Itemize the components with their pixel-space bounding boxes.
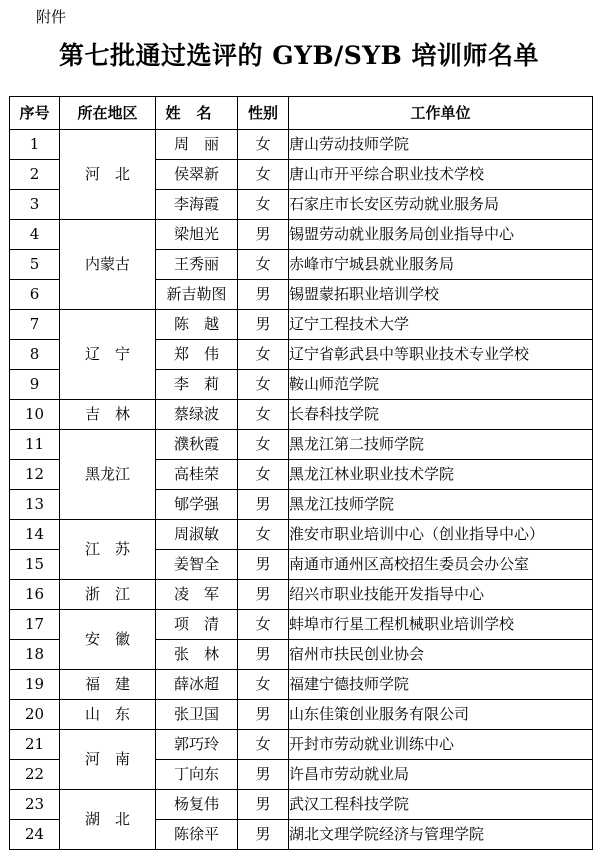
cell-number: 21 bbox=[10, 730, 60, 760]
cell-number: 1 bbox=[10, 130, 60, 160]
cell-number: 10 bbox=[10, 400, 60, 430]
table-body bbox=[10, 130, 593, 850]
cell-work-unit: 开封市劳动就业训练中心 bbox=[289, 730, 593, 760]
cell-work-unit: 黑龙江技师学院 bbox=[289, 490, 593, 520]
cell-name: 新吉勒图 bbox=[156, 280, 238, 310]
cell-region: 河 北 bbox=[60, 130, 156, 220]
cell-number: 17 bbox=[10, 610, 60, 640]
cell-name: 陈徐平 bbox=[156, 820, 238, 850]
cell-work-unit: 黑龙江林业职业技术学院 bbox=[289, 460, 593, 490]
cell-work-unit: 山东佳策创业服务有限公司 bbox=[289, 700, 593, 730]
table-row bbox=[10, 700, 593, 730]
cell-number: 20 bbox=[10, 700, 60, 730]
table-row bbox=[10, 310, 593, 340]
cell-gender: 女 bbox=[238, 370, 289, 400]
trainer-roster-table bbox=[9, 96, 593, 850]
cell-work-unit: 许昌市劳动就业局 bbox=[289, 760, 593, 790]
cell-work-unit: 锡盟蒙拓职业培训学校 bbox=[289, 280, 593, 310]
cell-name: 李海霞 bbox=[156, 190, 238, 220]
cell-name: 周淑敏 bbox=[156, 520, 238, 550]
document-title: 第七批通过选评的 GYB/SYB 培训师名单 bbox=[59, 41, 539, 70]
cell-region: 黑龙江 bbox=[60, 430, 156, 520]
cell-name: 周 丽 bbox=[156, 130, 238, 160]
cell-gender: 女 bbox=[238, 130, 289, 160]
cell-name: 杨复伟 bbox=[156, 790, 238, 820]
cell-gender: 女 bbox=[238, 400, 289, 430]
cell-number: 2 bbox=[10, 160, 60, 190]
cell-number: 12 bbox=[10, 460, 60, 490]
column-header-gender: 性别 bbox=[238, 97, 289, 130]
cell-gender: 男 bbox=[238, 700, 289, 730]
cell-gender: 男 bbox=[238, 790, 289, 820]
cell-gender: 女 bbox=[238, 190, 289, 220]
cell-region: 吉 林 bbox=[60, 400, 156, 430]
table-row bbox=[10, 430, 593, 460]
cell-region: 湖 北 bbox=[60, 790, 156, 850]
cell-number: 11 bbox=[10, 430, 60, 460]
cell-number: 22 bbox=[10, 760, 60, 790]
cell-region: 河 南 bbox=[60, 730, 156, 790]
cell-number: 8 bbox=[10, 340, 60, 370]
cell-number: 15 bbox=[10, 550, 60, 580]
table-row bbox=[10, 730, 593, 760]
cell-work-unit: 福建宁德技师学院 bbox=[289, 670, 593, 700]
cell-work-unit: 长春科技学院 bbox=[289, 400, 593, 430]
cell-gender: 男 bbox=[238, 280, 289, 310]
cell-number: 18 bbox=[10, 640, 60, 670]
cell-region: 江 苏 bbox=[60, 520, 156, 580]
cell-name: 丁向东 bbox=[156, 760, 238, 790]
cell-gender: 女 bbox=[238, 520, 289, 550]
cell-gender: 男 bbox=[238, 640, 289, 670]
cell-name: 蔡绿波 bbox=[156, 400, 238, 430]
cell-work-unit: 宿州市扶民创业协会 bbox=[289, 640, 593, 670]
cell-number: 4 bbox=[10, 220, 60, 250]
table-header-row bbox=[10, 97, 593, 130]
cell-name: 李 莉 bbox=[156, 370, 238, 400]
cell-name: 项 清 bbox=[156, 610, 238, 640]
cell-name: 王秀丽 bbox=[156, 250, 238, 280]
table-row bbox=[10, 130, 593, 160]
cell-name: 凌 军 bbox=[156, 580, 238, 610]
cell-gender: 女 bbox=[238, 340, 289, 370]
cell-name: 陈 越 bbox=[156, 310, 238, 340]
table-row bbox=[10, 610, 593, 640]
table-row bbox=[10, 670, 593, 700]
cell-work-unit: 赤峰市宁城县就业服务局 bbox=[289, 250, 593, 280]
cell-work-unit: 黑龙江第二技师学院 bbox=[289, 430, 593, 460]
cell-region: 辽 宁 bbox=[60, 310, 156, 400]
cell-gender: 女 bbox=[238, 670, 289, 700]
cell-region: 福 建 bbox=[60, 670, 156, 700]
cell-work-unit: 辽宁省彰武县中等职业技术专业学校 bbox=[289, 340, 593, 370]
cell-name: 侯翠新 bbox=[156, 160, 238, 190]
cell-number: 14 bbox=[10, 520, 60, 550]
table-row bbox=[10, 220, 593, 250]
cell-gender: 女 bbox=[238, 250, 289, 280]
cell-work-unit: 南通市通州区高校招生委员会办公室 bbox=[289, 550, 593, 580]
cell-work-unit: 唐山劳动技师学院 bbox=[289, 130, 593, 160]
cell-region: 内蒙古 bbox=[60, 220, 156, 310]
cell-name: 薛冰超 bbox=[156, 670, 238, 700]
cell-gender: 女 bbox=[238, 610, 289, 640]
cell-number: 19 bbox=[10, 670, 60, 700]
cell-number: 16 bbox=[10, 580, 60, 610]
cell-gender: 女 bbox=[238, 160, 289, 190]
table-row bbox=[10, 790, 593, 820]
cell-number: 9 bbox=[10, 370, 60, 400]
cell-number: 23 bbox=[10, 790, 60, 820]
cell-gender: 男 bbox=[238, 490, 289, 520]
cell-number: 5 bbox=[10, 250, 60, 280]
cell-gender: 男 bbox=[238, 220, 289, 250]
column-header-name: 姓名 bbox=[156, 97, 238, 130]
column-header-number: 序号 bbox=[10, 97, 60, 130]
cell-gender: 女 bbox=[238, 430, 289, 460]
cell-name: 郇学强 bbox=[156, 490, 238, 520]
cell-work-unit: 绍兴市职业技能开发指导中心 bbox=[289, 580, 593, 610]
cell-gender: 男 bbox=[238, 310, 289, 340]
cell-gender: 男 bbox=[238, 820, 289, 850]
cell-gender: 男 bbox=[238, 760, 289, 790]
cell-work-unit: 石家庄市长安区劳动就业服务局 bbox=[289, 190, 593, 220]
cell-gender: 男 bbox=[238, 550, 289, 580]
cell-region: 山 东 bbox=[60, 700, 156, 730]
cell-name: 张卫国 bbox=[156, 700, 238, 730]
cell-work-unit: 唐山市开平综合职业技术学校 bbox=[289, 160, 593, 190]
cell-work-unit: 武汉工程科技学院 bbox=[289, 790, 593, 820]
cell-gender: 女 bbox=[238, 460, 289, 490]
cell-name: 郭巧玲 bbox=[156, 730, 238, 760]
cell-gender: 女 bbox=[238, 730, 289, 760]
cell-name: 梁旭光 bbox=[156, 220, 238, 250]
table-row bbox=[10, 400, 593, 430]
cell-work-unit: 辽宁工程技术大学 bbox=[289, 310, 593, 340]
cell-number: 13 bbox=[10, 490, 60, 520]
cell-name: 高桂荣 bbox=[156, 460, 238, 490]
cell-work-unit: 淮安市职业培训中心（创业指导中心） bbox=[289, 520, 593, 550]
cell-name: 姜智全 bbox=[156, 550, 238, 580]
column-header-work-unit: 工作单位 bbox=[289, 97, 593, 130]
attachment-label: 附件 bbox=[36, 8, 67, 26]
cell-number: 24 bbox=[10, 820, 60, 850]
cell-region: 安 徽 bbox=[60, 610, 156, 670]
cell-work-unit: 锡盟劳动就业服务局创业指导中心 bbox=[289, 220, 593, 250]
cell-number: 7 bbox=[10, 310, 60, 340]
cell-name: 张 林 bbox=[156, 640, 238, 670]
table-row bbox=[10, 580, 593, 610]
cell-name: 濮秋霞 bbox=[156, 430, 238, 460]
cell-region: 浙 江 bbox=[60, 580, 156, 610]
cell-work-unit: 鞍山师范学院 bbox=[289, 370, 593, 400]
cell-number: 6 bbox=[10, 280, 60, 310]
table-row bbox=[10, 520, 593, 550]
cell-work-unit: 蚌埠市行星工程机械职业培训学校 bbox=[289, 610, 593, 640]
column-header-region: 所在地区 bbox=[60, 97, 156, 130]
cell-gender: 男 bbox=[238, 580, 289, 610]
cell-name: 郑 伟 bbox=[156, 340, 238, 370]
cell-number: 3 bbox=[10, 190, 60, 220]
cell-work-unit: 湖北文理学院经济与管理学院 bbox=[289, 820, 593, 850]
